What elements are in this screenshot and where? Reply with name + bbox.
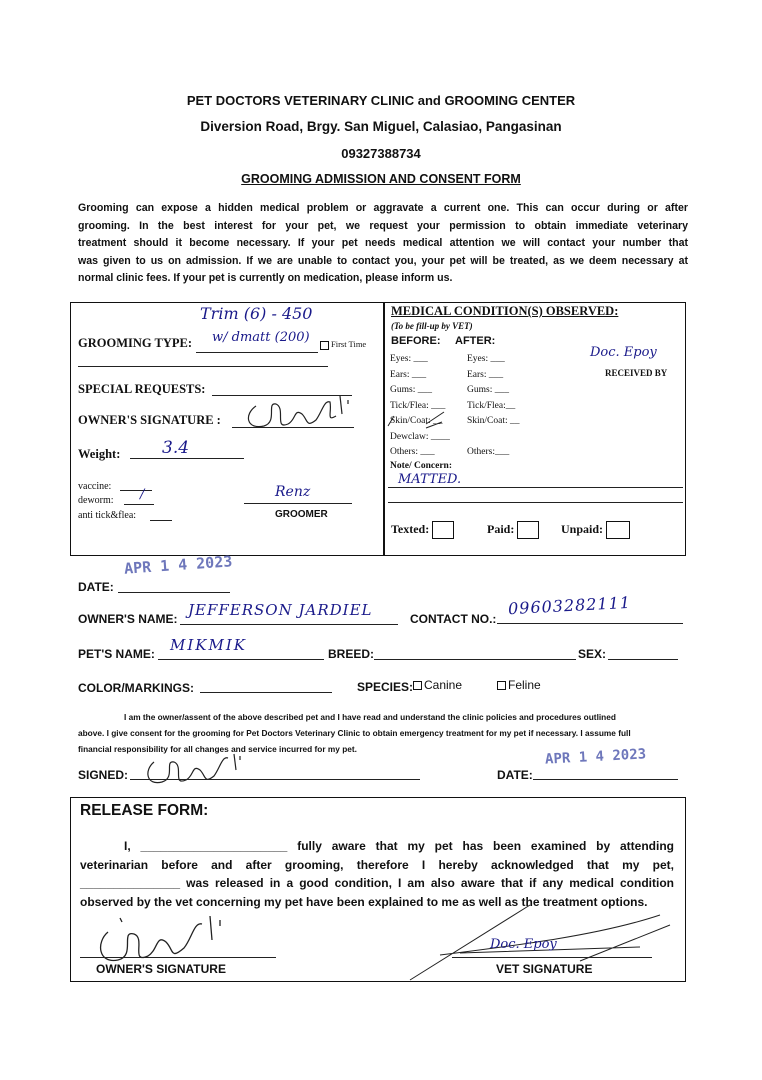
- note-label: Note/ Concern:: [390, 461, 452, 471]
- owner-name-label: OWNER'S NAME:: [78, 612, 178, 626]
- after-item[interactable]: Tick/Flea:__: [467, 400, 516, 411]
- sex-label: SEX:: [578, 647, 607, 661]
- anti-tick-label: anti tick&flea:: [78, 510, 137, 521]
- after-list: [467, 352, 520, 461]
- before-item[interactable]: Ears: ___: [390, 369, 427, 380]
- weight-line: [130, 458, 244, 459]
- deworm-mark[interactable]: /: [140, 487, 145, 502]
- owner-signature-scribble: [236, 392, 356, 438]
- vaccine-line[interactable]: [120, 490, 152, 491]
- owner-name-value[interactable]: JEFFERSON JARDIEL: [188, 601, 373, 619]
- after-item[interactable]: Gums: ___: [467, 385, 509, 395]
- before-item[interactable]: Skin/Coat: __: [390, 416, 443, 426]
- after-label: AFTER:: [455, 335, 496, 347]
- weight-label: Weight:: [78, 447, 121, 461]
- weight-value[interactable]: 3.4: [162, 438, 190, 458]
- after-item[interactable]: Eyes: ___: [467, 354, 505, 364]
- first-time-label: First Time: [331, 339, 367, 349]
- vet-release-label: VET SIGNATURE: [496, 962, 593, 976]
- canine-checkbox[interactable]: [413, 678, 462, 692]
- release-line: I, ______________________ fully aware that my pet has been examined by attending: [124, 839, 674, 853]
- intro-line: was given to us on admission. If we are unable to contact you, your pet will be treated, as we deem necessary at: [78, 254, 688, 267]
- consent-line: financial responsibility for all changes and service incurred for my pet.: [78, 744, 357, 754]
- date-line[interactable]: [118, 592, 230, 593]
- contact-value[interactable]: 09603282111: [507, 592, 632, 619]
- grooming-type-value-1[interactable]: Trim (6) - 450: [200, 304, 313, 323]
- owner-release-label: OWNER'S SIGNATURE: [96, 962, 226, 976]
- groomer-line: [244, 503, 352, 504]
- clinic-name: PET DOCTORS VETERINARY CLINIC and GROOMING CENTER: [186, 93, 576, 108]
- sex-line[interactable]: [608, 659, 678, 660]
- owner-name-line: [180, 624, 398, 625]
- pet-name-value[interactable]: MIKMIK: [170, 636, 247, 654]
- feline-label: Feline: [508, 678, 541, 692]
- note-line-1: [388, 487, 683, 488]
- texted-checkbox[interactable]: Texted:: [391, 521, 454, 539]
- grooming-type-label: GROOMING TYPE:: [78, 336, 193, 350]
- after-item[interactable]: Skin/Coat: __: [467, 416, 520, 426]
- date-stamp: APR 1 4 2023: [123, 552, 233, 578]
- intro-line: grooming. In the best interest for your pet, we request your permission to obtain immediate veterinary: [78, 219, 688, 232]
- first-time-checkbox[interactable]: [320, 339, 366, 350]
- pet-name-label: PET'S NAME:: [78, 647, 155, 661]
- species-label: SPECIES:: [357, 680, 414, 694]
- color-label: COLOR/MARKINGS:: [78, 681, 194, 695]
- intro-line: normal clinic fees. If your pet is currently on medication, please inform us.: [78, 272, 453, 284]
- note-line-2: [388, 502, 683, 503]
- vaccine-label: vaccine:: [78, 481, 112, 492]
- before-item[interactable]: Gums: ___: [390, 385, 432, 395]
- received-by-label: RECEIVED BY: [605, 368, 668, 378]
- before-item[interactable]: Eyes: ___: [390, 354, 428, 364]
- before-label: BEFORE:: [391, 335, 441, 347]
- vet-release-value[interactable]: Doc. Epoy: [490, 937, 557, 952]
- consent-date-line[interactable]: [533, 779, 678, 780]
- before-item[interactable]: Others: ___: [390, 447, 435, 457]
- intro-line: Grooming can expose a hidden medical problem or aggravate a current one. This can occur during or after: [78, 202, 688, 214]
- before-item[interactable]: Tick/Flea: ___: [390, 400, 446, 411]
- consent-line: I am the owner/assent of the above described pet and I have read and understand the clinic policies and procedures outlined: [124, 712, 616, 722]
- box-divider: [383, 302, 385, 555]
- deworm-label: deworm:: [78, 495, 114, 506]
- after-item-empty: [467, 430, 520, 446]
- before-item[interactable]: Dewclaw: ____: [390, 431, 450, 442]
- consent-date-stamp: APR 1 4 2023: [544, 746, 647, 768]
- received-by-value[interactable]: Doc. Epoy: [590, 345, 657, 360]
- unpaid-checkbox[interactable]: Unpaid:: [561, 521, 630, 539]
- special-requests-label: SPECIAL REQUESTS:: [78, 382, 206, 396]
- note-value[interactable]: MATTED.: [398, 472, 462, 487]
- breed-label: BREED:: [328, 647, 375, 661]
- intro-paragraph: [78, 200, 688, 288]
- checkmarks: [386, 408, 466, 430]
- release-title: RELEASE FORM:: [80, 802, 209, 819]
- clinic-address: Diversion Road, Brgy. San Miguel, Calasiao, Pangasinan: [200, 119, 562, 134]
- feline-checkbox[interactable]: [497, 678, 541, 692]
- signed-label: SIGNED:: [78, 768, 129, 782]
- release-line: observed by the vet concerning my pet have been explained to me as well as the treatment options.: [80, 894, 648, 909]
- color-line[interactable]: [200, 692, 332, 693]
- contact-line: [497, 623, 683, 624]
- release-line: _______________ was released in a good condition, I am also aware that if any medical condition: [80, 876, 674, 890]
- owner-release-line[interactable]: [80, 957, 276, 958]
- consent-date-label: DATE:: [497, 768, 533, 782]
- groomer-name[interactable]: Renz: [275, 484, 311, 500]
- paid-checkbox[interactable]: Paid:: [487, 521, 539, 539]
- before-list: [390, 352, 450, 461]
- intro-line: treatment should it become necessary. If your pet needs medical attention we will contact your number that: [78, 237, 688, 249]
- medical-title: MEDICAL CONDITION(S) OBSERVED:: [391, 304, 619, 318]
- grooming-type-value-2[interactable]: w/ dmatt (200): [212, 330, 310, 345]
- groomer-label: GROOMER: [275, 509, 328, 520]
- after-item[interactable]: Ears: ___: [467, 369, 504, 380]
- grooming-type-line: [196, 352, 318, 353]
- vet-release-line[interactable]: [452, 957, 652, 958]
- contact-label: CONTACT NO.:: [410, 612, 497, 626]
- medical-subtitle: (To be fill-up by VET): [391, 321, 473, 331]
- consent-line: above. I give consent for the grooming for Pet Doctors Veterinary Clinic to obtain emergency treatment for my pet if necessary. I assume full: [78, 728, 631, 738]
- deworm-line[interactable]: [124, 504, 154, 505]
- signed-signature: [140, 752, 250, 792]
- owner-signature-label: OWNER'S SIGNATURE :: [78, 413, 221, 427]
- breed-line[interactable]: [374, 659, 576, 660]
- release-line: veterinarian before and after grooming, therefore I hereby acknowledged that my pet,: [80, 857, 674, 872]
- clinic-phone: 09327388734: [341, 146, 421, 161]
- grooming-type-line-2: [78, 366, 328, 367]
- pet-name-line: [158, 659, 324, 660]
- anti-tick-line[interactable]: [150, 520, 172, 521]
- after-item[interactable]: Others:___: [467, 447, 510, 457]
- date-label: DATE:: [78, 580, 114, 594]
- form-title: GROOMING ADMISSION AND CONSENT FORM: [241, 172, 521, 186]
- canine-label: Canine: [424, 678, 463, 692]
